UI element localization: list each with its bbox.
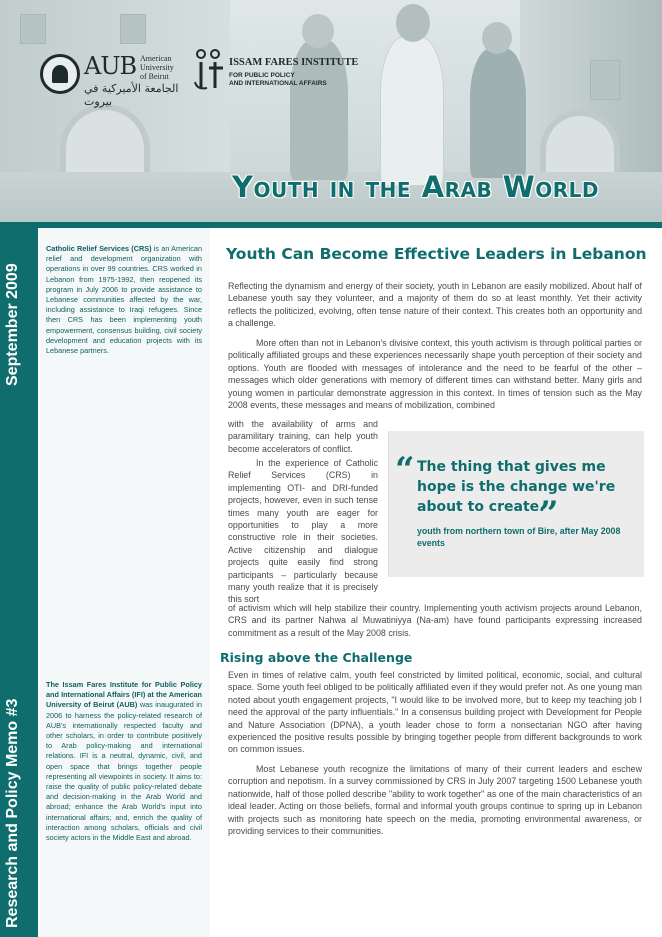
pull-quote (388, 431, 644, 577)
window (590, 60, 620, 100)
ifi-logo (193, 48, 363, 98)
crs-blurb (46, 244, 202, 356)
crs-org-name: Catholic Relief Services (CRS) (46, 244, 152, 253)
student-figure (380, 36, 444, 186)
paragraph: More often than not in Lebanon's divisive context, this youth activism is through political parties or politically affiliated groups and these experiences necessarily shape youth perception of their society and options. Youth are flooded with messages of intolerance and the need to be fearful of the other – messages which older generations with memory of different times can withstand better. Many girls and young women in particular demonstrate aggression in this context. In times of tension such as the May 2008 events, these messages and means of mobilization, combined (228, 338, 642, 411)
ifi-title: ISSAM FARES INSTITUTE (229, 57, 359, 68)
close-quote-icon: ” (539, 494, 559, 534)
student-head (302, 14, 334, 48)
aub-name (140, 54, 174, 81)
aub-arabic-name: الجامعة الأميركية في بيروت (84, 82, 179, 108)
ifi-description: was inaugurated in 2006 to harness the policy-related research of AUB's internationally respected faculty and other scholars, in order to contribute positively to Arab policy-making and international relations. IFI is a neutral, dynamic, civil, and open space that brings together people representing all viewpoints in society. It aims to: raise the quality of public policy-related debate and decision-making in the Arab World and abroad; enhance the Arab World's input into international affairs; and, enrich the quality of interaction among scholars, officials and civil society actors in the Middle East and abroad. (46, 700, 202, 843)
student-figure (470, 48, 526, 178)
quote-attribution: youth from northern town of Bire, after May 2008 events (417, 526, 621, 548)
paragraph: of activism which will help stabilize their country. Implementing youth activism projects around Lebanon, CRS and its partner Nahwa al Muwatiniyya (Na-am) have found participants expressing increased commitment as a result of the May 2008 crisis. (228, 603, 642, 638)
quote-text: The thing that gives me hope is the change we're about to create. (417, 459, 616, 515)
banner-title (232, 170, 662, 204)
window (120, 14, 146, 44)
header-photo (0, 0, 662, 228)
crs-description: is an American relief and development organization with operations in over 99 countries. CRS worked in Lebanon from 1975-1992, then reopened its program in July 2006 to provide assistance to Lebanese communities affected by the war, including assistance to Iraqi refugees. Since then CRS has been implementing youth empowerment, consensus building, civil society development and education projects with its Lebanese partners. (46, 244, 203, 356)
student-head (396, 4, 430, 42)
paragraph: Reflecting the dynamism and energy of their society, youth in Lebanon are easily mobilized. About half of Lebanese youth say they volunteer, and a majority of them do so at least monthly. Yet their activity reflects the politicized, evolving, often tense nature of their context. This creates both an opportunity and a challenge. (228, 281, 642, 329)
ifi-mark-icon (193, 48, 227, 92)
paragraph: Even in times of relative calm, youth feel constricted by limited political, economic, social, and cultural space. Some youth feel obliged to be politically affiliated even if they would prefer not. As one young man noted about youth engagement projects, "I would like to be involved more, but to keep my teaching job I need the approval of the party influentials." In a consensus building project with Development for People and Nature Association (DPNA), a youth leader chose to form a nonsectarian NGO after having experienced the positive results possible by bringing together people from different backgrounds to work on common issues. (228, 670, 642, 755)
paragraph: Most Lebanese youth recognize the limitations of many of their current leaders and eschew corruption and nepotism. In a survey commissioned by CRS in July 2007 targeting 1500 Lebanese youth nationwide, half of those polled describe "ability to work together" as one of the main characteristics of an ideal leader. Acting on those beliefs, formal and informal youth groups continue to spring up in Lebanon with projects such as monitoring hate speech on the media, promoting environmental awareness, or providing services to their communities. (228, 764, 642, 837)
ifi-subtitle-line: FOR PUBLIC POLICY (229, 72, 295, 79)
paragraph: In the experience of Catholic Relief Services (CRS) in implementing OTI- and DRI-funded projects, however, even in such tense times many youth are eager for opportunities to play a more constructive role in their societies. Active citizenship and dialogue projects quite easily find strong participants – particularly because many youth realize that it is precisely this sort (228, 458, 378, 605)
student-head (482, 22, 512, 54)
aub-logo (40, 52, 190, 108)
publication-date: September 2009 (4, 263, 21, 386)
ifi-subtitle (229, 72, 327, 88)
aub-name-line: of Beirut (140, 72, 169, 81)
open-quote-icon: “ (395, 450, 415, 490)
banner-title-text: Youth in the Arab World (232, 170, 600, 204)
aub-seal-icon (40, 54, 80, 94)
article-title: Youth Can Become Effective Leaders in Lebanon (226, 245, 647, 263)
aub-name-line: American (140, 54, 172, 63)
series-label: Research and Policy Memo #3 (4, 698, 21, 928)
ifi-blurb (46, 680, 202, 843)
window (20, 14, 46, 44)
aub-name-line: University (140, 63, 174, 72)
ifi-subtitle-line: AND INTERNATIONAL AFFAIRS (229, 80, 327, 87)
section-heading: Rising above the Challenge (220, 650, 413, 665)
ifi-org-name: The Issam Fares Institute for Public Policy and International Affairs (IFI) at the American University of Beirut (AUB) (46, 680, 202, 710)
paragraph: with the availability of arms and paramilitary training, can help youth become accelerators of conflict. (228, 419, 378, 454)
aub-letters: AUB (84, 52, 137, 80)
